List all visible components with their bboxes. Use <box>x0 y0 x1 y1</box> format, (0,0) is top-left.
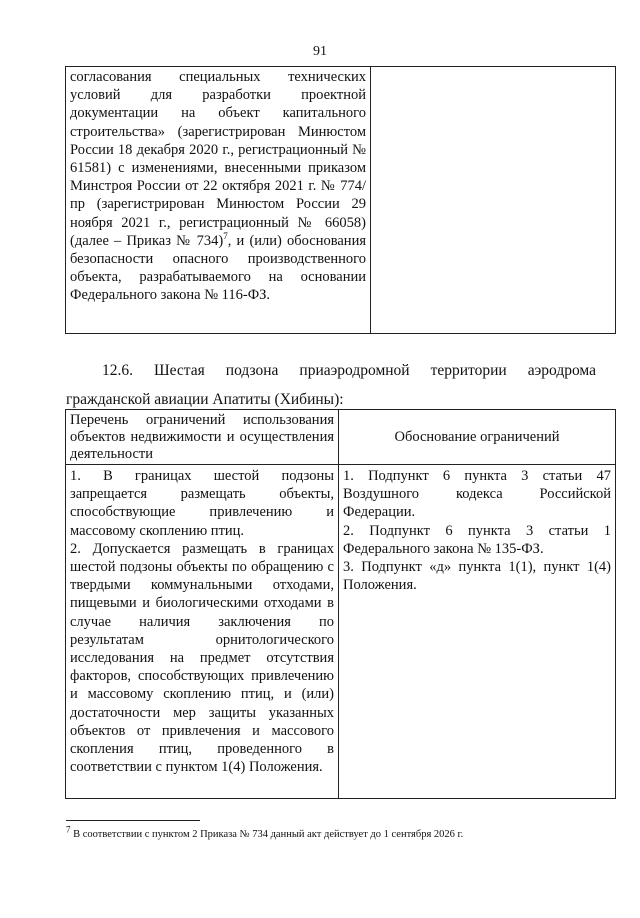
justification-item: 1. Подпункт 6 пункта 3 статьи 47 Воздушного кодекса Российской Федерации. <box>343 468 611 521</box>
continued-table-right-cell <box>371 67 616 334</box>
footnote-reference: 7 <box>223 231 228 241</box>
footnote <box>66 824 596 842</box>
restriction-item: 1. В границах шестой подзоны запрещается размещать объекты, способствующие привлечению и массовому скоплению птиц. <box>70 468 334 539</box>
section-heading: 12.6. Шестая подзона приаэродромной территории аэродрома гражданской авиации Апатиты (Хибины): <box>66 362 596 408</box>
left-cell-text-part1: согласования специальных технических условий для разработки проектной документации на объект капитального строительства» (зарегистрирован Минюстом России 18 декабря 2020 г., регистрационный № 61581) с изменениями, внесенными приказом Минстроя России от 22 октября 2021 г. № 774/пр (зарегистрирован Минюстом России 29 ноября 2021 г., регистрационный № 66058) (далее – Приказ № 734) <box>70 69 366 249</box>
left-cell-text-part2: , и (или) обоснования безопасности опасного производственного объекта, разрабатываемого на основании Федерального закона № 116-ФЗ. <box>70 232 366 304</box>
header-justification: Обоснование ограничений <box>339 410 616 465</box>
restriction-item: 2. Допускается размещать в границах шестой подзоны объекты по обращению с твердыми коммунальными отходами, пищевыми и биологическими отходами в случае наличия заключения по результатам орнитологического исследования на предмет отсутствия факторов, способствующих привлечению и массовому скоплению птиц, и (или) достаточности мер защиты указанных объектов от привлечения и массового скопления птиц, проведенного в соответствии с пунктом 1(4) Положения. <box>70 540 334 776</box>
justification-cell <box>339 465 616 799</box>
footnote-divider <box>66 820 200 821</box>
justification-item: 2. Подпункт 6 пункта 3 статьи 1 Федерального закона № 135-ФЗ. <box>343 522 611 557</box>
continued-table <box>65 66 616 334</box>
header-restrictions: Перечень ограничений использования объектов недвижимости и осуществления деятельности <box>66 410 339 465</box>
restrictions-table <box>65 409 616 799</box>
continued-table-left-cell <box>66 67 371 334</box>
footnote-marker: 7 <box>66 824 71 835</box>
justification-item: 3. Подпункт «д» пункта 1(1), пункт 1(4) Положения. <box>343 559 611 594</box>
page-number: 91 <box>313 44 327 59</box>
footnote-text: В соответствии с пунктом 2 Приказа № 734 данный акт действует до 1 сентября 2026 г. <box>73 829 464 840</box>
restrictions-cell <box>66 465 339 799</box>
